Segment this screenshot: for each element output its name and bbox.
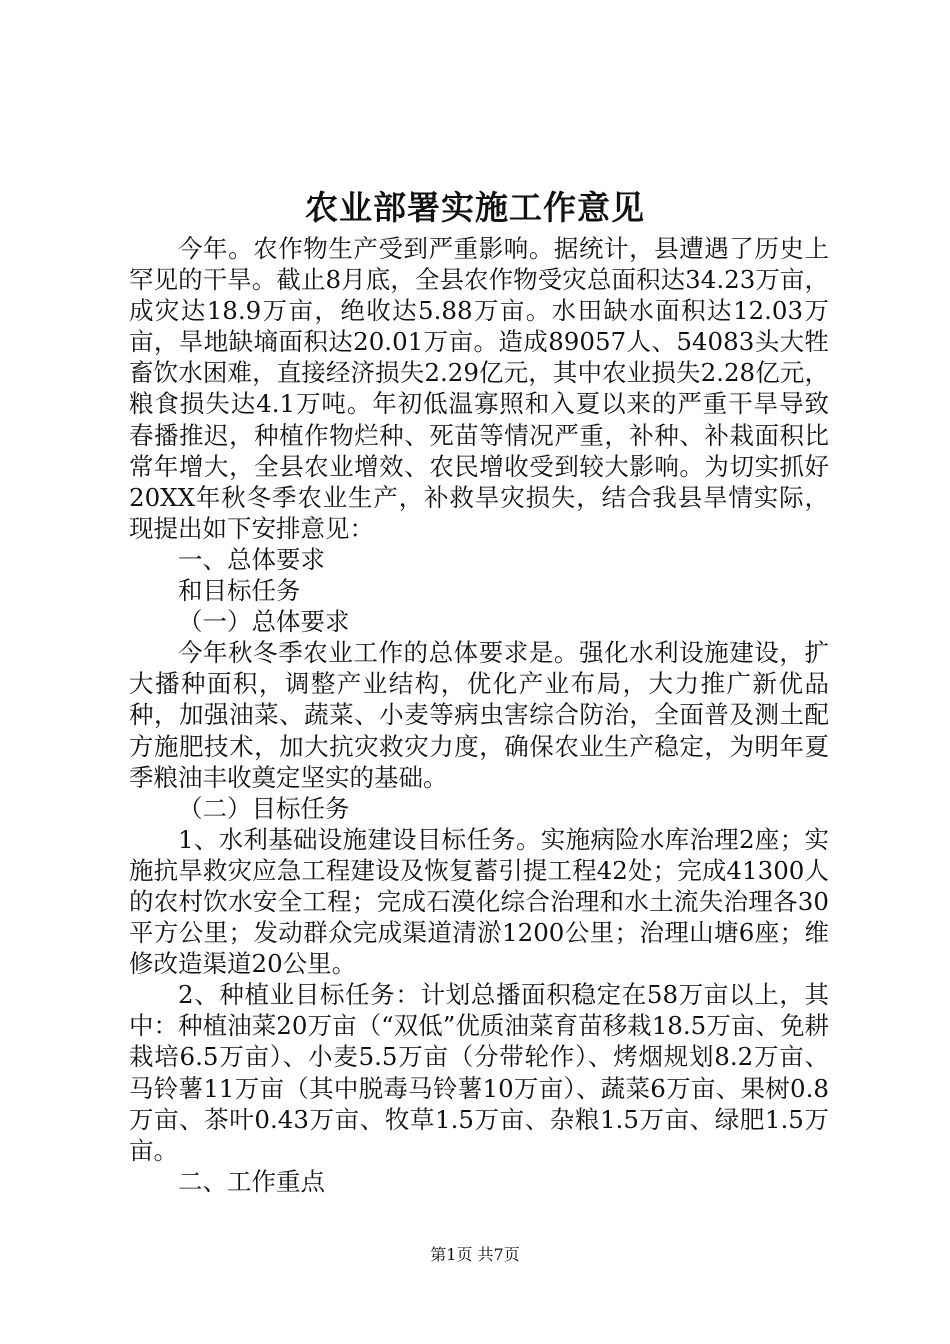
planting-targets-paragraph: 2、种植业目标任务：计划总播面积稳定在58万亩以上，其中：种植油菜20万亩（“双低”优质油菜育苗移栽18.5万亩、免耕栽培6.5万亩）、小麦5.5万亩（分带轮作）、烤烟规划8.2万亩、马铃薯11万亩（其中脱毒马铃薯10万亩）、蔬菜6万亩、果树0.8万亩、茶叶0.43万亩、牧草1.5万亩、杂粮1.5万亩、绿肥1.5万亩。 bbox=[129, 980, 829, 1165]
section-heading-key-work: 二、工作重点 bbox=[178, 1166, 325, 1196]
section-heading-overall: 一、总体要求 bbox=[178, 544, 325, 574]
subsection-heading-targets: （二）目标任务 bbox=[178, 793, 350, 823]
water-targets-paragraph: 1、水利基础设施建设目标任务。实施病险水库治理2座；实施抗旱救灾应急工程建设及恢复蓄引提工程42处；完成41300人的农村饮水安全工程；完成石漠化综合治理和水土流失治理各30平方公里；发动群众完成渠道清淤1200公里；治理山塘6座；维修改造渠道20公里。 bbox=[129, 824, 829, 979]
subsection-heading-requirements: （一）总体要求 bbox=[178, 607, 350, 637]
requirements-paragraph: 今年秋冬季农业工作的总体要求是。强化水利设施建设，扩大播种面积，调整产业结构，优化产业布局，大力推广新优品种，加强油菜、蔬菜、小麦等病虫害综合防治，全面普及测土配方施肥技术，加大抗灾救灾力度，确保农业生产稳定，为明年夏季粮油丰收奠定坚实的基础。 bbox=[129, 638, 829, 792]
intro-paragraph: 今年。农作物生产受到严重影响。据统计，县遭遇了历史上罕见的干旱。截止8月底，全县农作物受灾总面积达34.23万亩，成灾达18.9万亩，绝收达5.88万亩。水田缺水面积达12.03万亩，旱地缺墒面积达20.01万亩。造成89057人、54083头大牲畜饮水困难，直接经济损失2.29亿元，其中农业损失2.28亿元，粮食损失达4.1万吨。年初低温寡照和入夏以来的严重干旱导致春播推迟，种植作物烂种、死苗等情况严重，补种、补栽面积比常年增大，全县农业增效、农民增收受到较大影响。为切实抓好20XX年秋冬季农业生产，补救旱灾损失，结合我县旱情实际，现提出如下安排意见： bbox=[129, 234, 829, 543]
document-body bbox=[129, 233, 829, 1197]
document-title: 农业部署实施工作意见 bbox=[305, 188, 645, 227]
page-number-footer: 第1页 共7页 bbox=[430, 1245, 520, 1264]
section-heading-continuation: 和目标任务 bbox=[178, 576, 301, 606]
